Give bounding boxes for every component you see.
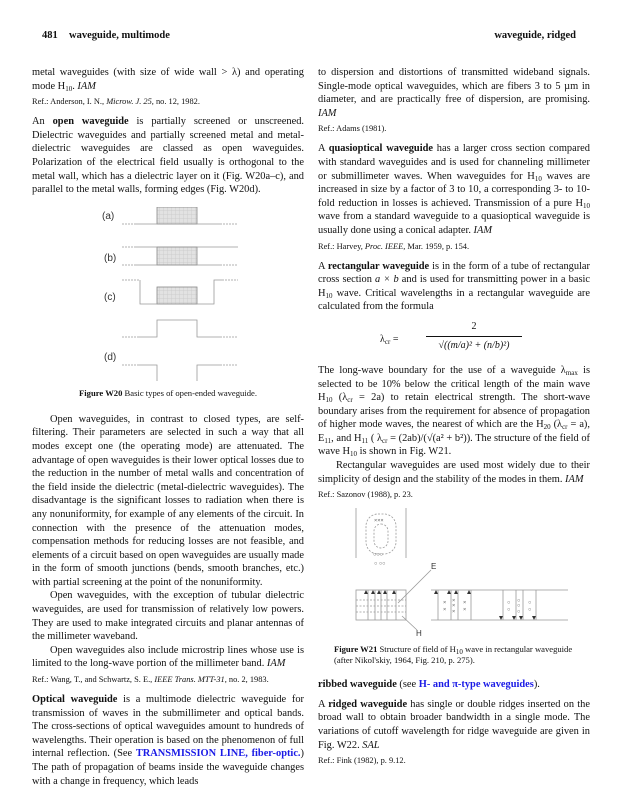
paragraph-multimode-end: metal waveguides (with size of wide wall > λ) and operating mode $H_{10}$. IAM: [32, 67, 304, 93]
open-waveguide-diagram: [32, 207, 304, 382]
svg-text:×: ×: [463, 600, 467, 607]
figure-w21: [318, 508, 590, 666]
paragraph-open-selffiltering: Open waveguides, in contrast to closed types, are self-filtering. Their parameters are selected in such a way that all modes except one (the operating mode) are attenuated. The advantage of open waveguides is their lower optical losses due to the reduction in the number of metal walls and concentration of the field inside the dielectric (metal-dielectric waveguides). The disadvantage is the significant losses to radiation when there is any nonuniformity, for example of any elements of the circuit. In connection with the presence of the attenuation modes, compensation methods for reducing losses are not feasible, and elements of a circuit based on open waveguides are usually made in the form of smooth junctions (bends, smooth branches, etc.) with partial screening at the point of the nonuniformity.: [32, 413, 304, 588]
figure-w20: [32, 207, 304, 399]
reference-adams: Ref.: Adams (1981).: [318, 124, 387, 134]
rectangular-waveguide-field-diagram: [318, 508, 590, 638]
term-rectangular-waveguide: rectangular waveguide: [327, 260, 430, 272]
right-running-head: waveguide, ridged: [494, 30, 576, 41]
critical-wavelength-formula: $\lambda_{cr}$ = $\frac{2}{\text{√((m/a)² + (n/b)²)}}$: [318, 320, 590, 362]
link-h-and-pi-type-waveguides[interactable]: H- and π-type waveguides: [418, 679, 534, 691]
formula-numerator: 2: [426, 320, 522, 337]
reference-anderson: Ref.: Anderson, I. N., Microw. J. 25, no. 12, 1982.: [32, 97, 200, 107]
entry-rectangular-waveguide: A rectangular waveguide is in the form of a tube of rectangular cross section a × b and is used for transmitting power in a basic $H_{10}$ wave. Critical wavelengths in a rectangular waveguide are calculated from the formula: [318, 260, 591, 313]
link-transmission-line-fiber-optic[interactable]: TRANSMISSION LINE, fiber-optic.: [135, 748, 301, 760]
svg-text:×: ×: [452, 603, 456, 610]
paragraph-open-microstrip: Open waveguides also include microstrip lines whose use is limited to the long-wave portion of the millimeter band. IAM: [32, 644, 304, 670]
entry-open-waveguide: An open waveguide is partially screened or unscreened. Dielectric waveguides and partially screened metal and metal-dielectric waveguides are classed as open waveguides. Polarization of the electrical field usually is orthogonal to the metal wall, which has a dielectric layer on it (Fig. W20a–c), and parallel to the metal walls, forming edges (Fig. W20d).: [32, 116, 305, 196]
svg-text:○: ○: [517, 603, 521, 610]
svg-text:○○○: ○○○: [373, 552, 383, 559]
reference-harvey: Ref.: Harvey, Proc. IEEE, Mar. 1959, p. 154.: [318, 241, 470, 251]
right-column: [318, 66, 590, 774]
svg-text:×: ×: [452, 609, 456, 616]
figure-w21-caption: Figure W21 Structure of field of $H_{10}$ wave in rectangular waveguide (after Nikol'skiy, 1964, Fig. 210, p. 275).: [334, 644, 573, 666]
term-optical-waveguide: Optical waveguide: [32, 694, 118, 706]
svg-text:○: ○: [517, 609, 521, 616]
svg-text:×: ×: [452, 598, 456, 605]
reference-sazonov: Ref.: Sazonov (1988), p. 23.: [318, 490, 413, 500]
running-header: [20, 30, 597, 46]
term-open-waveguide: open waveguide: [52, 116, 129, 128]
svg-text:(c): (c): [104, 291, 116, 303]
svg-text:(a): (a): [102, 210, 115, 222]
entry-quasioptical-waveguide: A quasioptical waveguide has a larger cross section compared with standard waveguides and is used for channeling millimeter or submillimeter waves. When waveguides for $H_{10}$ waves are increased in size by a factor of 3 to 10, a corresponding 3- to 10-fold reduction in losses is achieved. Transmission of a pure $H_{10}$ wave from a standard waveguide to a quasioptical waveguide is usually done using a conical adapter. IAM: [318, 143, 590, 236]
svg-text:(d): (d): [104, 351, 117, 363]
svg-text:(b): (b): [104, 252, 117, 264]
svg-text:○ ○○: ○ ○○: [374, 561, 386, 568]
svg-text:×: ×: [463, 607, 467, 614]
paragraph-optical-end: to dispersion and distortions of transmitted wideband signals. Single-mode optical waveguides, which are fibers 3 to 5 µm in diameter, and are practically free of dispersion, are promising. IAM: [318, 67, 590, 119]
formula-denominator: √((m/a)² + (n/b)²): [438, 339, 510, 351]
svg-text:×: ×: [443, 607, 447, 614]
label-e-field: E: [431, 562, 437, 572]
reference-wang: Ref.: Wang, T., and Schwartz, S. E., IEEE Trans. MTT-31, no. 2, 1983.: [32, 675, 269, 685]
svg-text:○: ○: [507, 607, 511, 614]
page-number: 481: [42, 30, 58, 41]
entry-optical-waveguide: Optical waveguide is a multimode dielectric waveguide for transmission of waves in the submillimeter and optical bands. The cross-sections of optical waveguides amount to hundreds of wavelengths. Their operation is based on the phenomenon of full internal reflection. (See TRANSMISSION LINE, fiber-optic.) The path of propagation of beams inside the waveguide changes with a change in frequency, which leads: [32, 694, 304, 787]
term-quasioptical-waveguide: quasioptical waveguide: [328, 143, 433, 155]
paragraph-rect-boundaries: The long-wave boundary for the use of a waveguide $\lambda_{max}$ is selected to be 10% below the critical length of the main wave $H_{10}$ $(\lambda_{cr} = 2a)$ to retain electrical strength. The short-wave boundary arises from the requirement for absence of propagation of higher mode waves, the nearest of which are the $H_{20}$ $(\lambda_{cr} = a)$, $E_{11}$, and $H_{11}$ ( $\lambda_{cr} = (2ab)/(√(a^2 + b^2))$. The structure of the field of wave $H_{10}$ is shown in Fig. W21.: [318, 364, 590, 459]
svg-text:○: ○: [528, 600, 532, 607]
paragraph-open-low-power: Open waveguides, with the exception of tubular dielectric waveguides, are used for transmission of relatively low powers. They are used to make integrated circuits and planar antennas of the millimeter waveband.: [32, 590, 304, 643]
left-running-head: waveguide, multimode: [69, 30, 170, 41]
svg-text:×××: ×××: [374, 518, 384, 525]
left-column: [32, 66, 304, 788]
entry-ridged-waveguide: A ridged waveguide has single or double ridges inserted on the broad wall to obtain broader bandwidth in a single mode. The variations of cutoff wavelength for ridge waveguide are given in Fig. W22. SAL: [318, 698, 590, 751]
term-ribbed-waveguide: ribbed waveguide: [318, 679, 397, 691]
svg-text:○: ○: [517, 598, 521, 605]
figure-w20-caption: Figure W20 Basic types of open-ended waveguide.: [79, 387, 257, 398]
svg-text:○: ○: [528, 607, 532, 614]
label-h-field: H: [416, 629, 422, 639]
entry-ribbed-waveguide: ribbed waveguide (see H- and π-type waveguides).: [318, 679, 540, 691]
svg-text:×: ×: [443, 600, 447, 607]
svg-text:○: ○: [507, 600, 511, 607]
paragraph-rect-usage: Rectangular waveguides are used most widely due to their simplicity of design and the stability of the modes in them. IAM: [318, 460, 590, 485]
reference-fink: Ref.: Fink (1982), p. 9.12.: [318, 756, 406, 766]
term-ridged-waveguide: ridged waveguide: [328, 698, 408, 710]
